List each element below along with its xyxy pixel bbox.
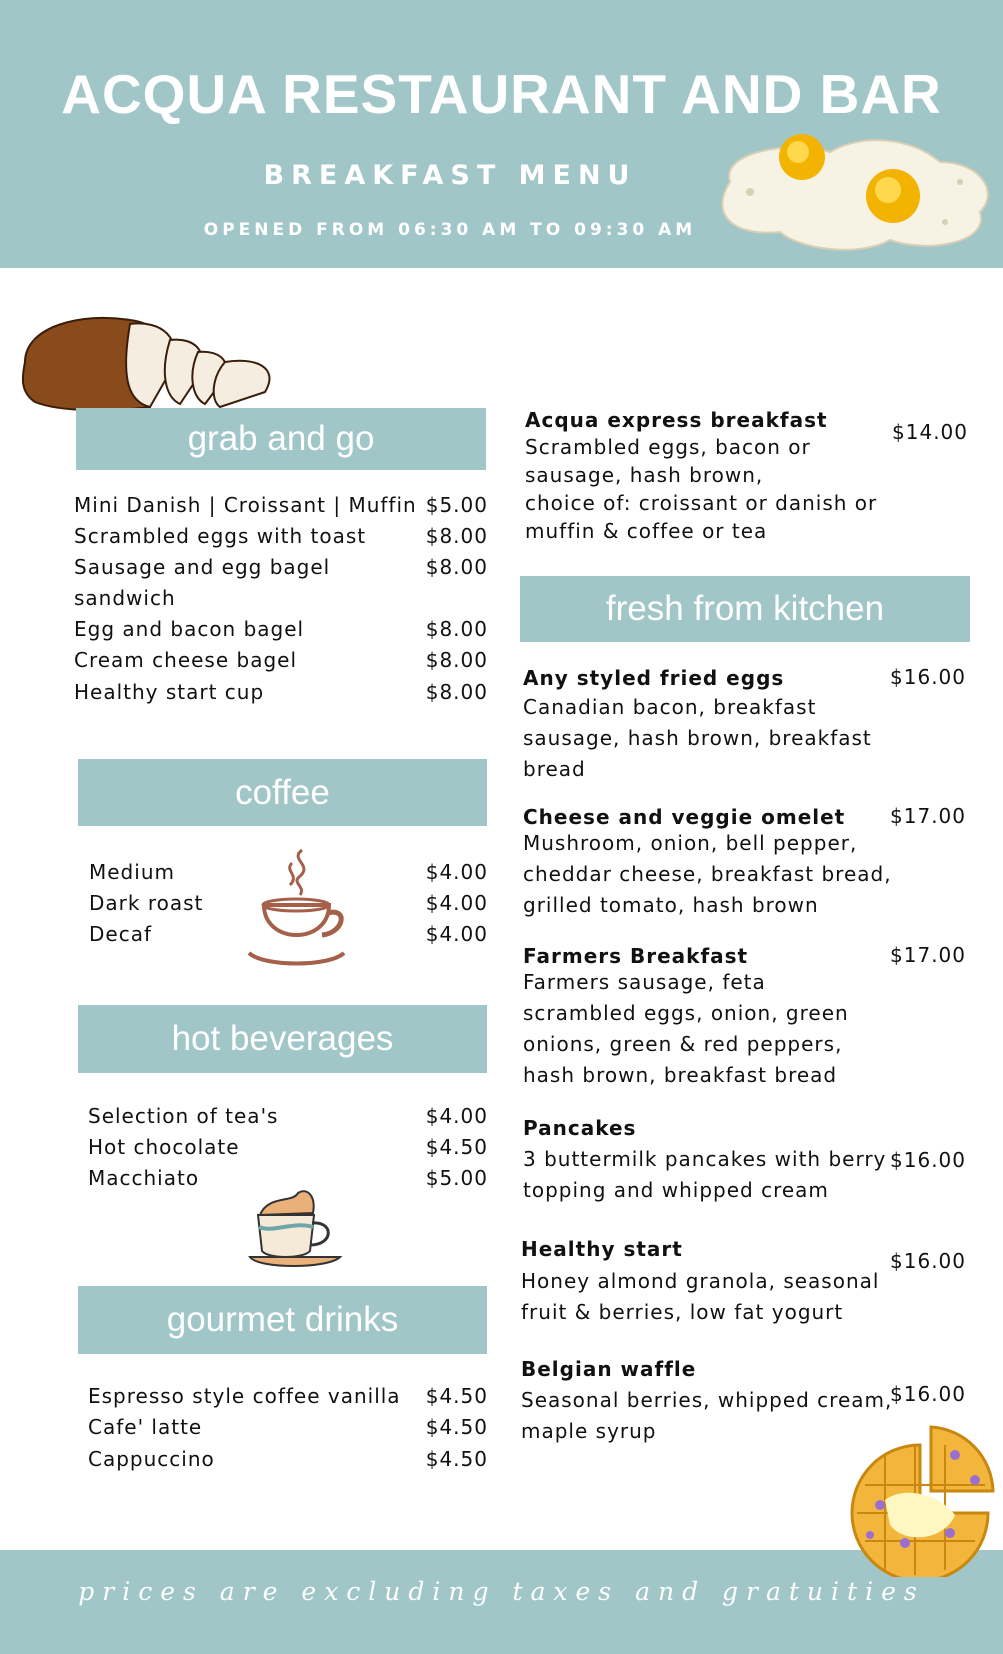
list-item: Cafe' latte [88, 1415, 203, 1439]
menu-item-name: Pancakes [523, 1116, 637, 1140]
item-price: $5.00 [425, 1166, 488, 1190]
fried-eggs-icon [710, 132, 994, 256]
list-item: Dark roast [89, 891, 204, 915]
menu-item-description: Mushroom, onion, bell pepper, cheddar cheese, breakfast bread, grilled tomato, hash brown [523, 831, 892, 917]
item-price: $4.50 [425, 1447, 488, 1471]
list-item: Espresso style coffee vanilla [88, 1384, 401, 1408]
menu-item-description: 3 buttermilk pancakes with berry topping and whipped cream [523, 1147, 887, 1202]
list-item: Hot chocolate [88, 1135, 240, 1159]
list-item: Cappuccino [88, 1447, 215, 1471]
item-price: $16.00 [890, 1148, 966, 1172]
menu-item-name: Any styled fried eggs [523, 666, 785, 690]
menu-item-name: Farmers Breakfast [523, 944, 749, 968]
menu-item-description: Farmers sausage, feta scrambled eggs, onion, green onions, green & red peppers, hash brown, breakfast bread [523, 970, 849, 1087]
list-item: Mini Danish | Croissant | Muffin [74, 493, 417, 517]
item-price: $16.00 [890, 1249, 966, 1273]
bread-loaf-icon [20, 312, 275, 412]
latte-cup-icon [248, 1185, 344, 1271]
item-price: $4.00 [425, 1104, 488, 1128]
menu-item-name: Cheese and veggie omelet [523, 805, 846, 829]
list-item-continuation: sandwich [74, 586, 176, 610]
list-item: Healthy start cup [74, 680, 265, 704]
item-price: $16.00 [890, 665, 966, 689]
list-item: Selection of tea's [88, 1104, 279, 1128]
restaurant-title: ACQUA RESTAURANT AND BAR [61, 63, 942, 125]
opening-hours: OPENED FROM 06:30 AM TO 09:30 AM [203, 220, 697, 240]
item-price: $4.50 [425, 1135, 488, 1159]
item-price: $4.50 [425, 1384, 488, 1408]
fresh-from-kitchen-heading: fresh from kitchen [520, 576, 970, 642]
menu-item-name: Acqua express breakfast [525, 408, 828, 432]
item-price: $8.00 [425, 524, 488, 548]
item-price: $8.00 [425, 555, 488, 579]
hot-beverages-heading: hot beverages [78, 1005, 487, 1073]
menu-item-description: Honey almond granola, seasonal fruit & berries, low fat yogurt [521, 1269, 880, 1324]
menu-item-name: Healthy start [521, 1237, 683, 1261]
list-item: Macchiato [88, 1166, 200, 1190]
item-price: $4.00 [425, 891, 488, 915]
coffee-heading: coffee [78, 759, 487, 826]
list-item: Sausage and egg bagel [74, 555, 331, 579]
item-price: $4.00 [425, 922, 488, 946]
menu-item-description: Canadian bacon, breakfast sausage, hash brown, breakfast bread [523, 695, 872, 781]
menu-item-name: Belgian waffle [521, 1357, 697, 1381]
item-price: $8.00 [425, 648, 488, 672]
menu-item-description: Scrambled eggs, bacon or sausage, hash brown, choice of: croissant or danish or muffin & coffee or tea [525, 435, 878, 543]
coffee-cup-icon [244, 845, 349, 967]
item-price: $8.00 [425, 617, 488, 641]
menu-item-description: Seasonal berries, whipped cream, maple syrup [521, 1388, 893, 1443]
item-price: $17.00 [890, 943, 966, 967]
grab-and-go-heading: grab and go [76, 408, 486, 470]
item-price: $4.00 [425, 860, 488, 884]
gourmet-drinks-heading: gourmet drinks [78, 1286, 487, 1354]
item-price: $17.00 [890, 804, 966, 828]
item-price: $4.50 [425, 1415, 488, 1439]
waffle-icon [845, 1425, 995, 1577]
item-price: $8.00 [425, 680, 488, 704]
item-price: $16.00 [890, 1382, 966, 1406]
item-price: $14.00 [892, 420, 968, 444]
list-item: Decaf [89, 922, 152, 946]
list-item: Medium [89, 860, 175, 884]
list-item: Cream cheese bagel [74, 648, 298, 672]
list-item: Scrambled eggs with toast [74, 524, 367, 548]
footer-note: prices are excluding taxes and gratuities [78, 1577, 925, 1606]
item-price: $5.00 [425, 493, 488, 517]
menu-subtitle: BREAKFAST MENU [263, 160, 637, 191]
list-item: Egg and bacon bagel [74, 617, 305, 641]
